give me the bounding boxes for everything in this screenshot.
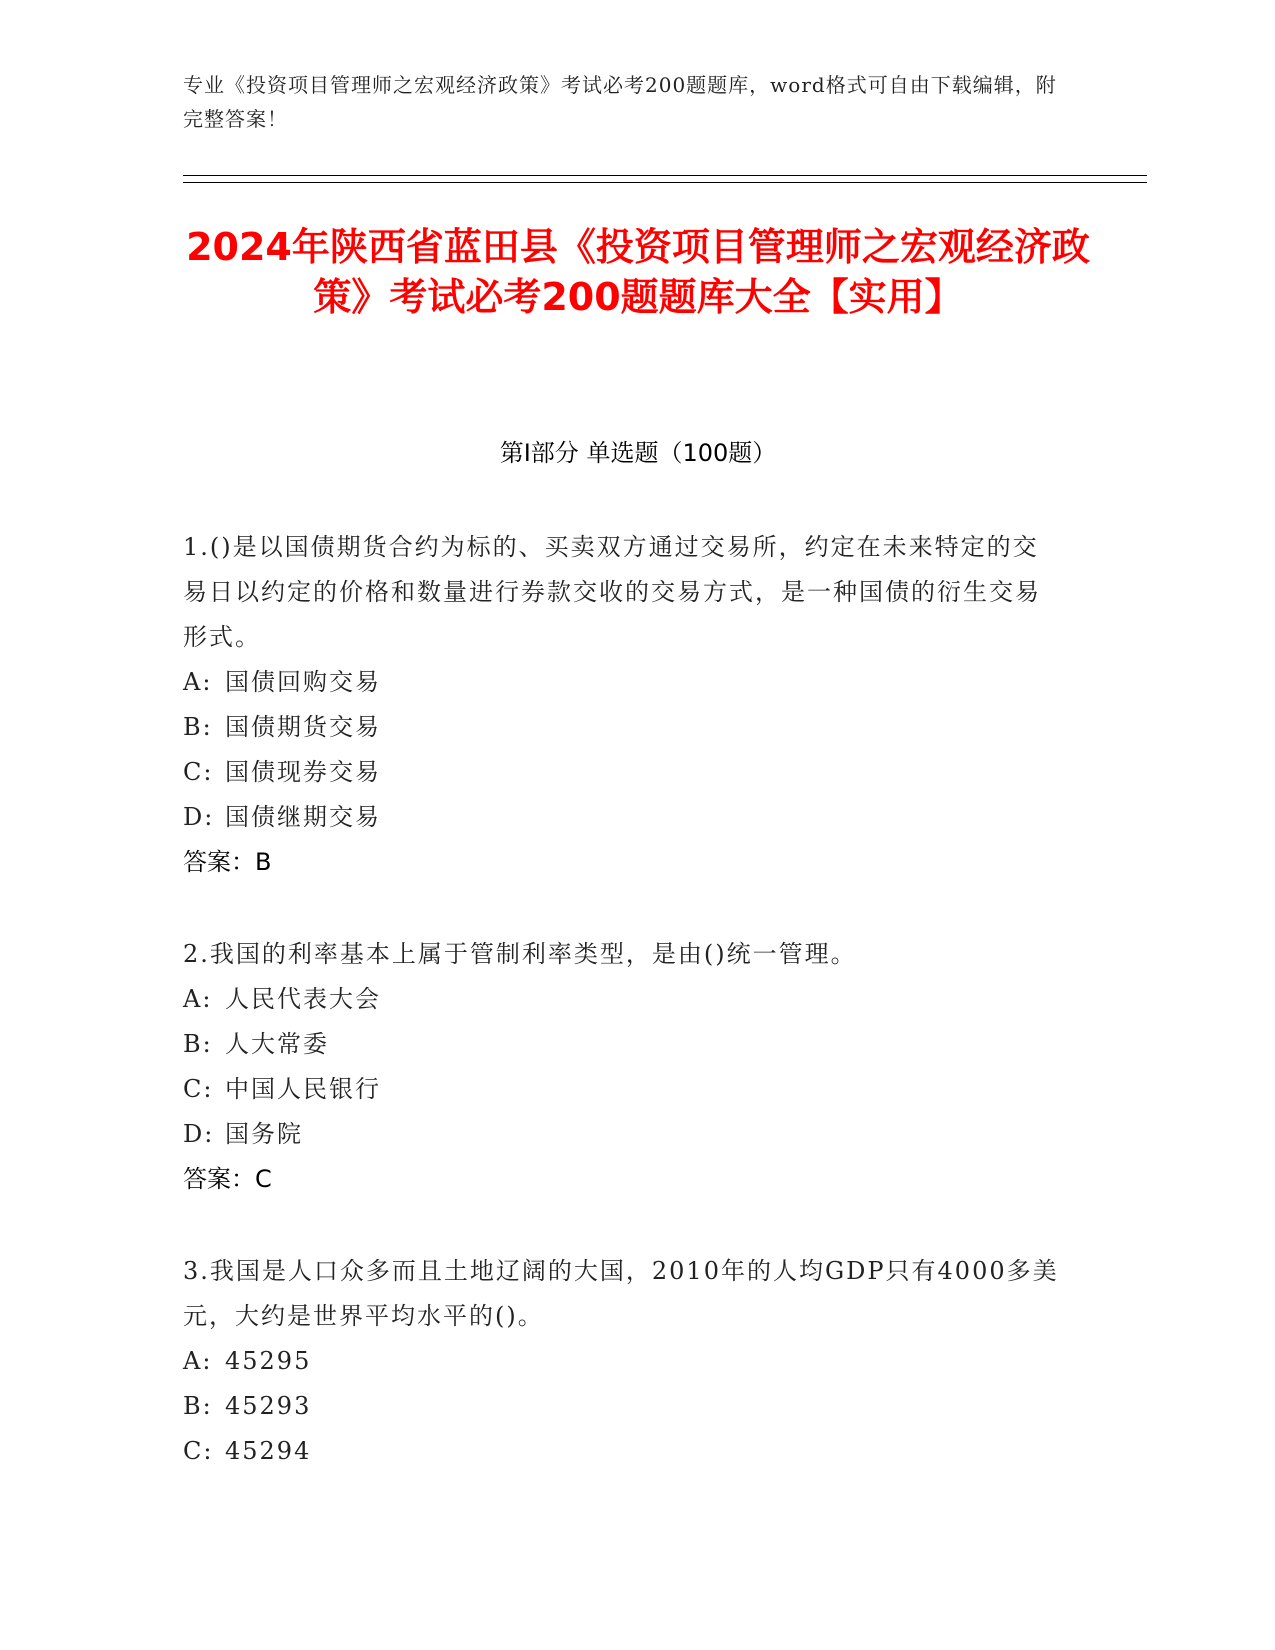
answer-line: 答案：C <box>183 1165 272 1193</box>
option-c <box>183 750 1063 795</box>
question-stem: 1.()是以国债期货合约为标的、买卖双方通过交易所，约定在未来特定的交易日以约定的价格和数量进行券款交收的交易方式，是一种国债的衍生交易形式。 <box>183 533 1041 651</box>
option-letter: C: <box>183 1075 214 1103</box>
option-text: 国债现券交易 <box>225 758 381 786</box>
option-letter: C: <box>183 1437 214 1465</box>
option-text: 国债期货交易 <box>225 713 381 741</box>
option-a <box>183 660 1063 705</box>
option-d <box>183 795 1063 840</box>
option-d <box>183 1112 1063 1157</box>
option-a <box>183 977 1063 1022</box>
option-letter: B: <box>183 713 213 741</box>
option-text: 人大常委 <box>225 1030 329 1058</box>
question-stem: 2.我国的利率基本上属于管制利率类型，是由()统一管理。 <box>183 940 857 968</box>
option-letter: C: <box>183 758 214 786</box>
question-3 <box>183 1249 1063 1474</box>
question-2 <box>183 932 1063 1202</box>
answer-line: 答案：B <box>183 848 272 876</box>
question-list <box>183 525 1063 1521</box>
question-stem: 3.我国是人口众多而且土地辽阔的大国，2010年的人均GDP只有4000多美元，大约是世界平均水平的()。 <box>183 1257 1059 1330</box>
option-text: 人民代表大会 <box>225 985 381 1013</box>
header-divider-bottom <box>183 182 1147 183</box>
option-letter: A: <box>183 1347 213 1375</box>
option-letter: B: <box>183 1030 213 1058</box>
question-1 <box>183 525 1063 885</box>
option-text: 国债回购交易 <box>225 668 381 696</box>
option-letter: D: <box>183 803 215 831</box>
option-letter: B: <box>183 1392 213 1420</box>
option-text: 中国人民银行 <box>225 1075 381 1103</box>
option-text: 国务院 <box>225 1120 303 1148</box>
option-b <box>183 1384 1063 1429</box>
header-note: 专业《投资项目管理师之宏观经济政策》考试必考200题题库，word格式可自由下载编辑，附完整答案！ <box>183 73 1057 131</box>
option-text: 45293 <box>225 1392 312 1420</box>
option-text: 国债继期交易 <box>225 803 381 831</box>
document-title: 2024年陕西省蓝田县《投资项目管理师之宏观经济政策》考试必考200题题库大全【实用】 <box>186 225 1090 319</box>
section-heading: 第I部分 单选题（100题） <box>499 439 777 467</box>
option-c <box>183 1067 1063 1112</box>
option-letter: A: <box>183 985 213 1013</box>
option-text: 45294 <box>225 1437 312 1465</box>
header-divider-top <box>183 175 1147 176</box>
option-a <box>183 1339 1063 1384</box>
option-text: 45295 <box>225 1347 312 1375</box>
option-letter: D: <box>183 1120 215 1148</box>
option-c <box>183 1429 1063 1474</box>
option-b <box>183 705 1063 750</box>
option-b <box>183 1022 1063 1067</box>
option-letter: A: <box>183 668 213 696</box>
